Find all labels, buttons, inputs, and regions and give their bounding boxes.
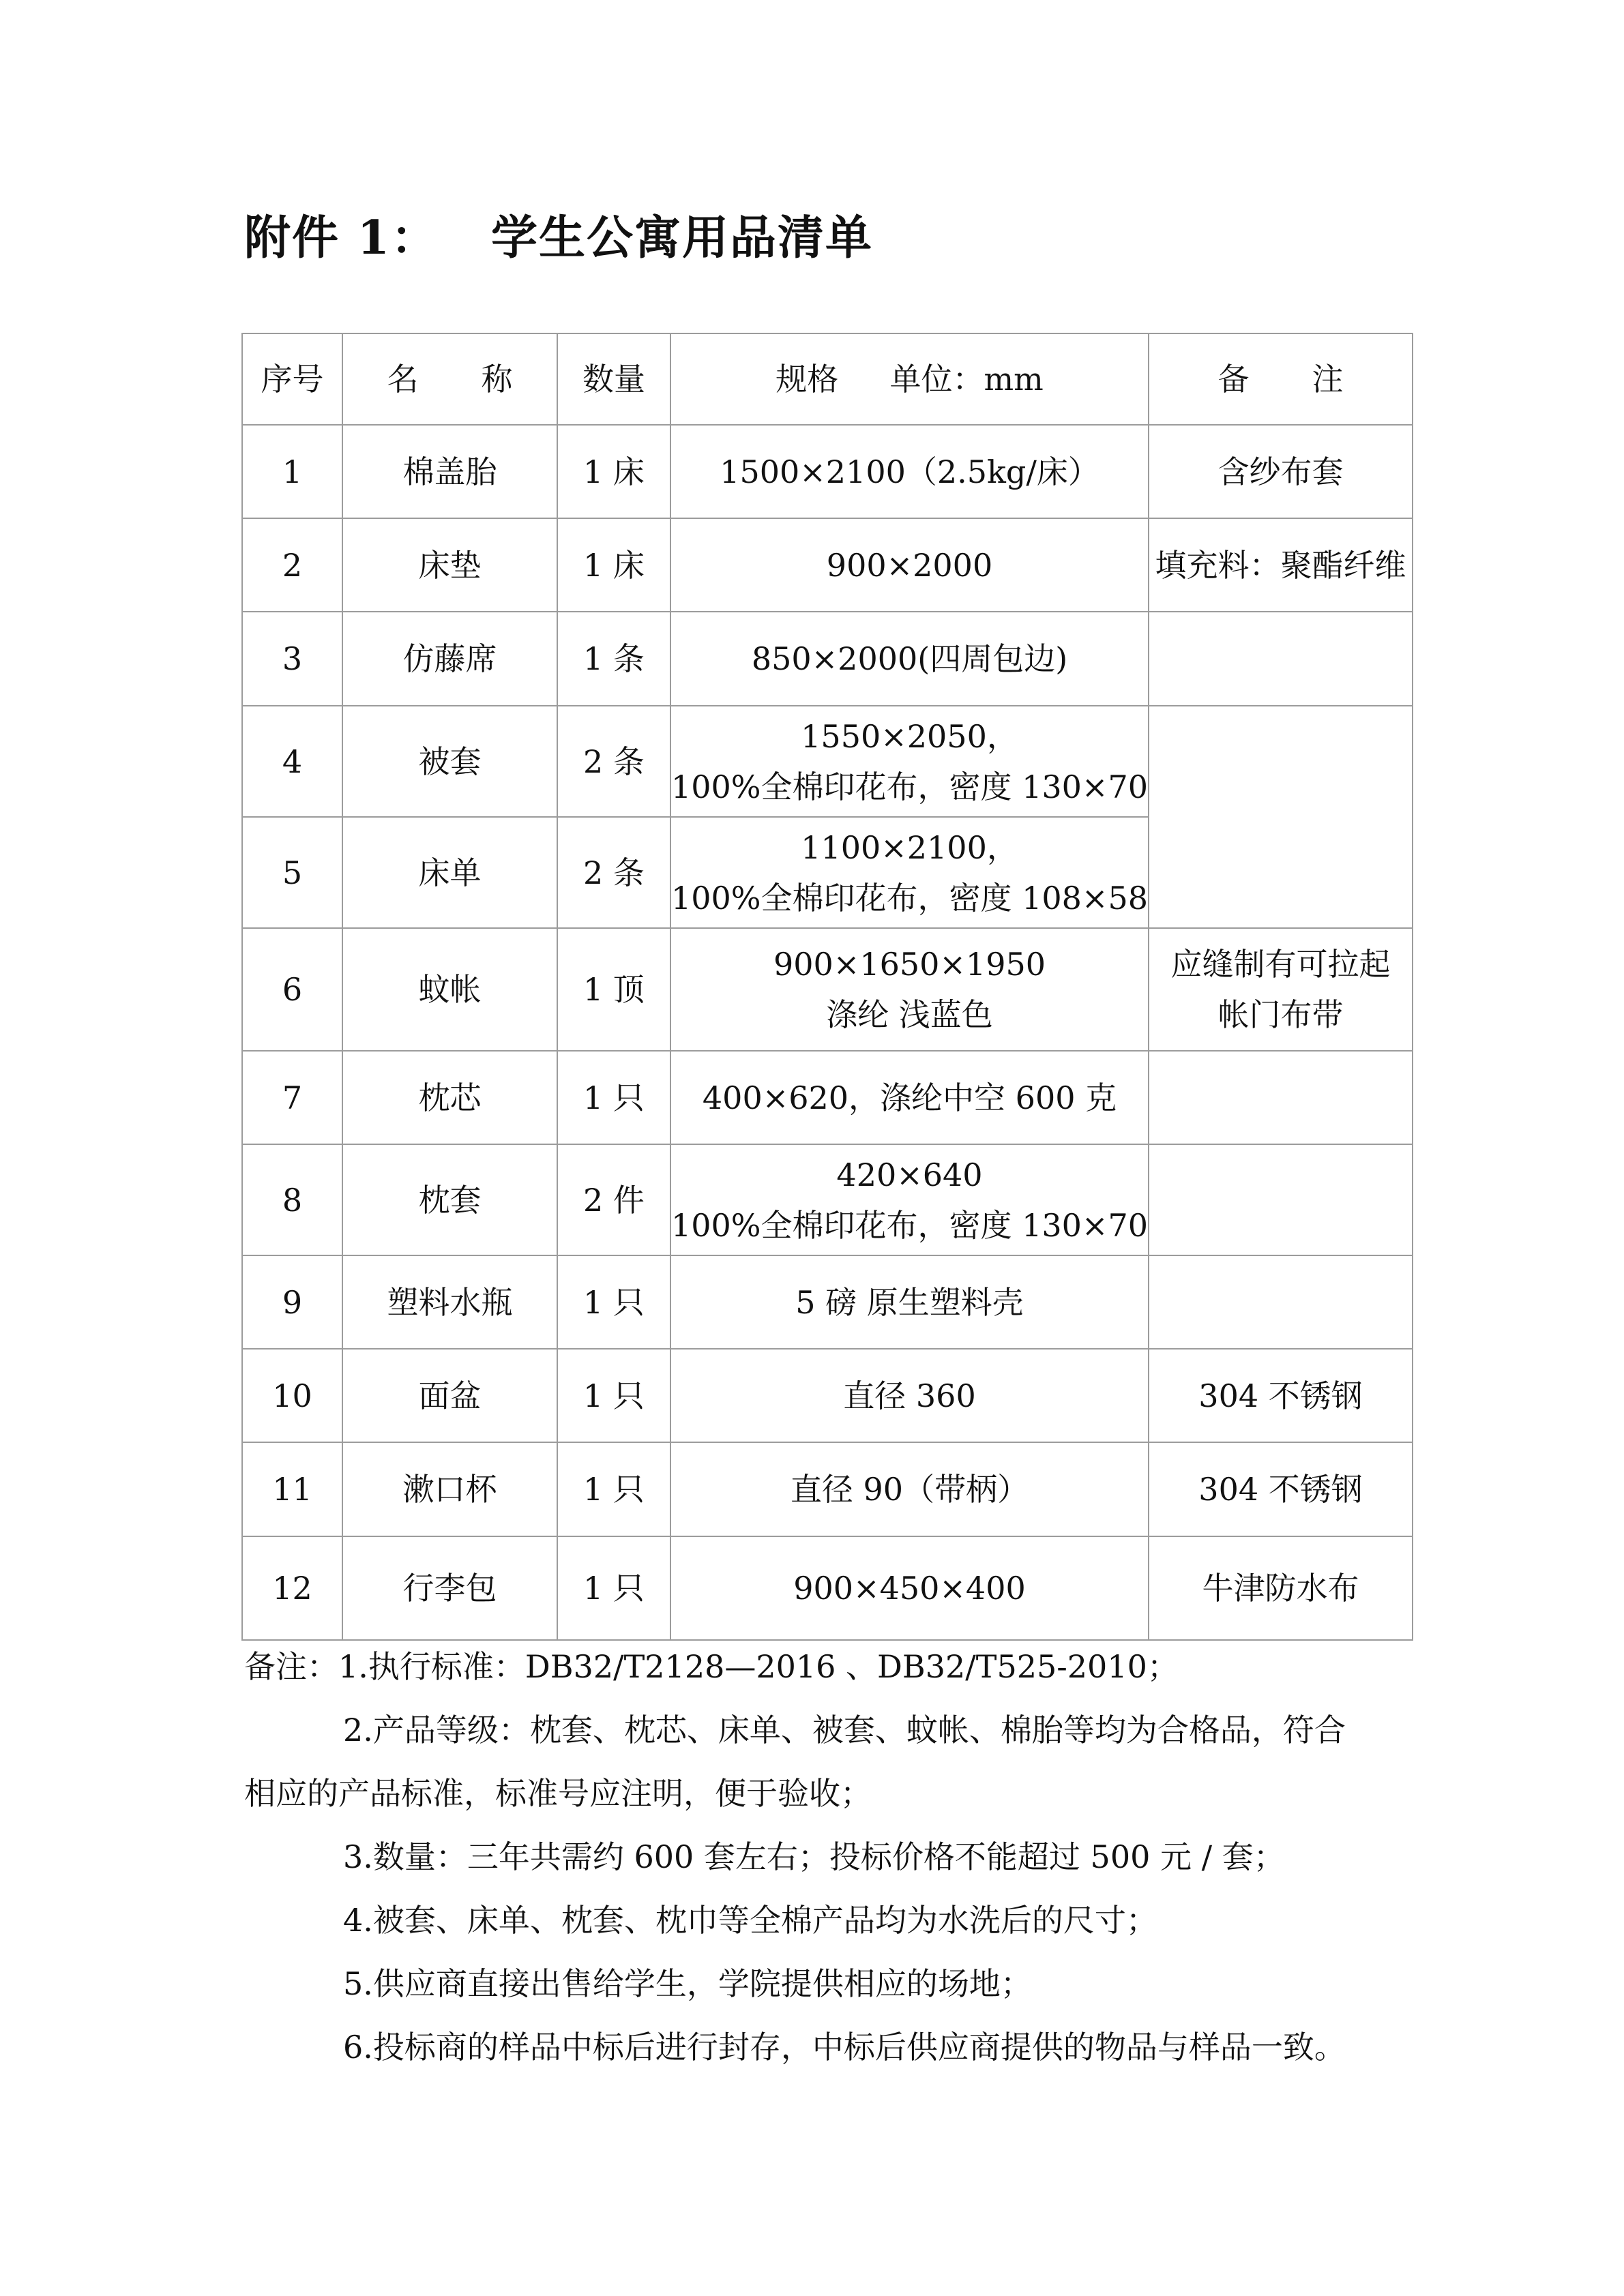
cell-note: 牛津防水布 bbox=[1149, 1536, 1413, 1640]
table-row bbox=[242, 928, 1413, 1051]
cell-spec: 420×640 100%全棉印花布，密度 130×70 bbox=[670, 1144, 1149, 1255]
cell-qty: 1 顶 bbox=[557, 928, 670, 1051]
page-title: 附件 1： 学生公寓用品清单 bbox=[244, 211, 874, 265]
cell-name: 床垫 bbox=[342, 518, 557, 612]
cell-name: 被套 bbox=[342, 706, 557, 817]
cell-no: 11 bbox=[242, 1442, 342, 1536]
cell-name: 枕芯 bbox=[342, 1051, 557, 1144]
cell-qty: 2 件 bbox=[557, 1144, 670, 1255]
cell-no: 3 bbox=[242, 612, 342, 706]
cell-no: 4 bbox=[242, 706, 342, 817]
cell-no: 5 bbox=[242, 817, 342, 928]
note-line: 备注：1.执行标准：DB32/T2128—2016 、DB32/T525-2010； bbox=[244, 1648, 1179, 1685]
cell-name: 蚊帐 bbox=[342, 928, 557, 1051]
table-row bbox=[242, 1536, 1413, 1640]
cell-note: 304 不锈钢 bbox=[1149, 1349, 1413, 1442]
note-line: 3.数量：三年共需约 600 套左右；投标价格不能超过 500 元 / 套； bbox=[343, 1838, 1285, 1875]
table-row bbox=[242, 612, 1413, 706]
cell-qty: 1 床 bbox=[557, 425, 670, 518]
table-row bbox=[242, 518, 1413, 612]
note-line: 6.投标商的样品中标后进行封存，中标后供应商提供的物品与样品一致。 bbox=[343, 2029, 1346, 2066]
table-row bbox=[242, 1442, 1413, 1536]
cell-name: 漱口杯 bbox=[342, 1442, 557, 1536]
note-line: 5.供应商直接出售给学生，学院提供相应的场地； bbox=[343, 1965, 1032, 2002]
cell-qty: 2 条 bbox=[557, 817, 670, 928]
notes-section bbox=[244, 1635, 1404, 2079]
table-row bbox=[242, 425, 1413, 518]
items-table bbox=[241, 333, 1413, 1641]
note-line: 2.产品等级：枕套、枕芯、床单、被套、蚊帐、棉胎等均为合格品，符合 bbox=[343, 1712, 1346, 1748]
cell-no: 10 bbox=[242, 1349, 342, 1442]
cell-note: 填充料：聚酯纤维 bbox=[1149, 518, 1413, 612]
cell-no: 8 bbox=[242, 1144, 342, 1255]
cell-spec: 900×1650×1950 涤纶 浅蓝色 bbox=[670, 928, 1149, 1051]
note-line: 4.被套、床单、枕套、枕巾等全棉产品均为水洗后的尺寸； bbox=[343, 1902, 1157, 1939]
table-row bbox=[242, 706, 1413, 817]
cell-no: 6 bbox=[242, 928, 342, 1051]
cell-note: 304 不锈钢 bbox=[1149, 1442, 1413, 1536]
cell-qty: 1 只 bbox=[557, 1255, 670, 1349]
cell-name: 棉盖胎 bbox=[342, 425, 557, 518]
header-cell: 名 称 bbox=[342, 333, 557, 425]
header-cell: 数量 bbox=[557, 333, 670, 425]
table-row bbox=[242, 1349, 1413, 1442]
cell-spec: 1550×2050， 100%全棉印花布，密度 130×70 bbox=[670, 706, 1149, 817]
cell-name: 仿藤席 bbox=[342, 612, 557, 706]
cell-spec: 5 磅 原生塑料壳 bbox=[670, 1255, 1149, 1349]
header-cell: 备 注 bbox=[1149, 333, 1413, 425]
cell-qty: 2 条 bbox=[557, 706, 670, 817]
cell-qty: 1 床 bbox=[557, 518, 670, 612]
cell-no: 2 bbox=[242, 518, 342, 612]
note-line: 相应的产品标准，标准号应注明，便于验收； bbox=[244, 1775, 872, 1812]
cell-no: 1 bbox=[242, 425, 342, 518]
cell-name: 床单 bbox=[342, 817, 557, 928]
cell-qty: 1 只 bbox=[557, 1536, 670, 1640]
cell-no: 12 bbox=[242, 1536, 342, 1640]
cell-spec: 直径 90（带柄） bbox=[670, 1442, 1149, 1536]
cell-note bbox=[1149, 612, 1413, 706]
cell-name: 面盆 bbox=[342, 1349, 557, 1442]
cell-name: 塑料水瓶 bbox=[342, 1255, 557, 1349]
cell-spec: 1100×2100， 100%全棉印花布，密度 108×58 bbox=[670, 817, 1149, 928]
cell-spec: 900×450×400 bbox=[670, 1536, 1149, 1640]
cell-note bbox=[1149, 1255, 1413, 1349]
cell-name: 枕套 bbox=[342, 1144, 557, 1255]
cell-spec: 1500×2100（2.5kg/床） bbox=[670, 425, 1149, 518]
cell-spec: 900×2000 bbox=[670, 518, 1149, 612]
cell-no: 9 bbox=[242, 1255, 342, 1349]
cell-note bbox=[1149, 706, 1413, 928]
table-row bbox=[242, 1051, 1413, 1144]
table-header-row bbox=[242, 333, 1413, 425]
cell-spec: 400×620，涤纶中空 600 克 bbox=[670, 1051, 1149, 1144]
cell-qty: 1 只 bbox=[557, 1349, 670, 1442]
cell-name: 行李包 bbox=[342, 1536, 557, 1640]
cell-qty: 1 只 bbox=[557, 1051, 670, 1144]
table-row bbox=[242, 1255, 1413, 1349]
header-cell: 规格 单位：mm bbox=[670, 333, 1149, 425]
cell-note bbox=[1149, 1144, 1413, 1255]
cell-note: 应缝制有可拉起 帐门布带 bbox=[1149, 928, 1413, 1051]
cell-note bbox=[1149, 1051, 1413, 1144]
cell-qty: 1 只 bbox=[557, 1442, 670, 1536]
cell-qty: 1 条 bbox=[557, 612, 670, 706]
cell-note: 含纱布套 bbox=[1149, 425, 1413, 518]
header-cell: 序号 bbox=[242, 333, 342, 425]
cell-spec: 850×2000(四周包边) bbox=[670, 612, 1149, 706]
cell-spec: 直径 360 bbox=[670, 1349, 1149, 1442]
table-row bbox=[242, 1144, 1413, 1255]
cell-no: 7 bbox=[242, 1051, 342, 1144]
